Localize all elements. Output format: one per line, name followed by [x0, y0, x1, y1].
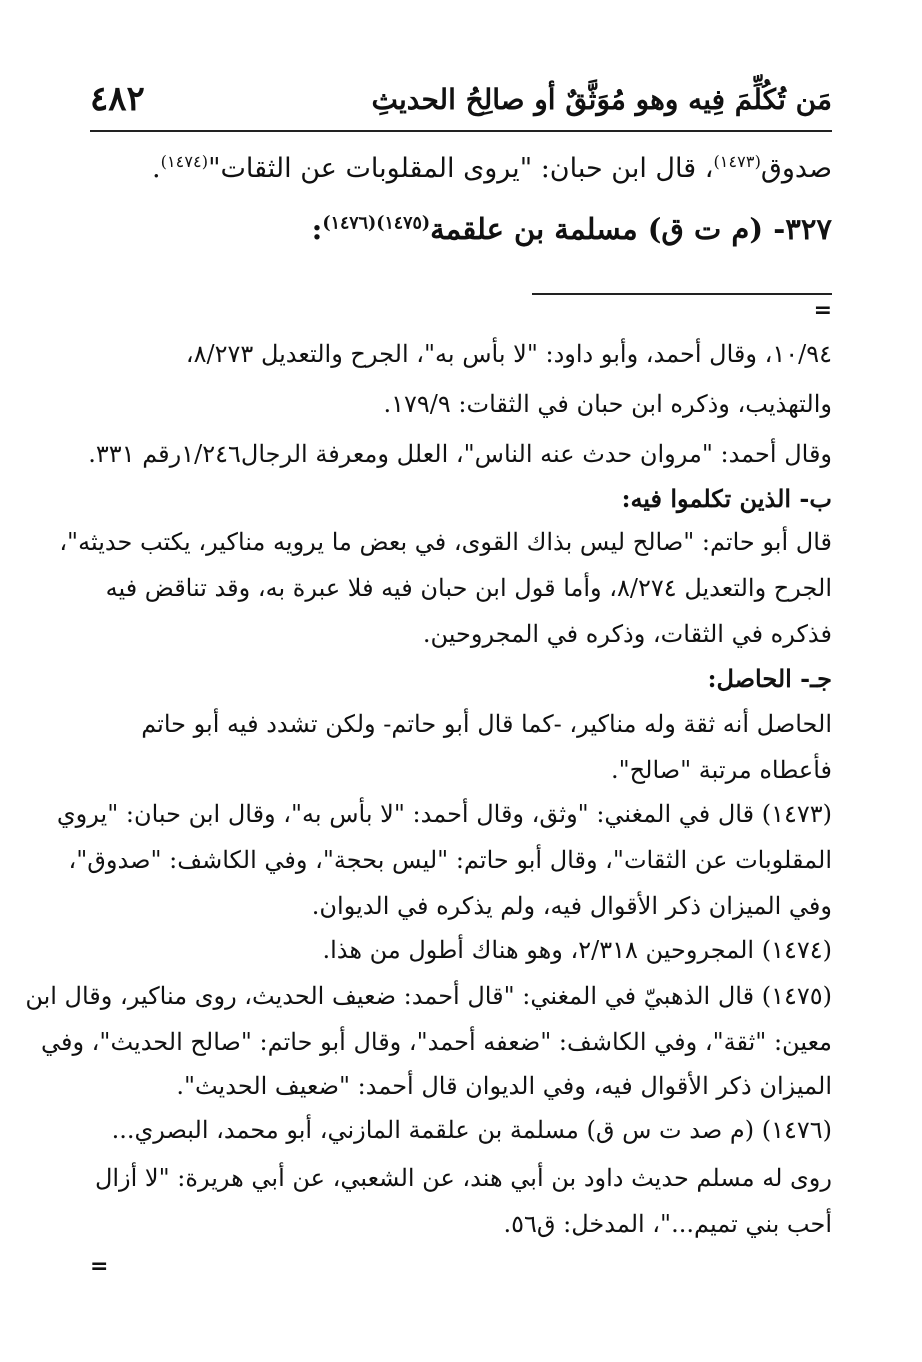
main-text: صدوق [760, 153, 832, 184]
footnote-ref: (١٤٧٤) [160, 152, 209, 171]
footnote-line: (١٤٧٣) قال في المغني: "وثق، وقال أحمد: "لا بأس به"، وقال ابن حبان: "يروي [56, 800, 832, 828]
footnote-line: الميزان ذكر الأقوال فيه، وفي الديوان قال أحمد: "ضعيف الحديث". [176, 1072, 832, 1100]
footnote-separator [532, 293, 832, 295]
footnote-subheading: جـ- الحاصل: [707, 664, 832, 693]
footnote-line: (١٤٧٦) (م صد ت س ق) مسلمة بن علقمة المازني، أبو محمد، البصري... [111, 1116, 832, 1144]
footnote-ref: (١٤٧٦) [322, 213, 377, 234]
entry-number: ٣٢٧- [773, 212, 832, 246]
footnote-line: الجرح والتعديل ٨/٢٧٤، وأما قول ابن حبان فيه فلا عبرة به، وقد تناقض فيه [105, 574, 832, 602]
footnote-line: وفي الميزان ذكر الأقوال فيه، ولم يذكره في الديوان. [311, 892, 832, 920]
footnote-line: (١٤٧٤) المجروحين ٢/٣١٨، وهو هناك أطول من هذا. [322, 936, 832, 964]
footnote-line: روى له مسلم حديث داود بن أبي هند، عن الشعبي، عن أبي هريرة: "لا أزال [94, 1164, 832, 1192]
main-text-line [90, 152, 832, 184]
footnote-line: فذكره في الثقات، وذكره في المجروحين. [422, 620, 832, 648]
footnote-line: (١٤٧٥) قال الذهبيّ في المغني: "قال أحمد: ضعيف الحديث، روى مناكير، وقال ابن [25, 982, 832, 1010]
running-title: مَن تُكُلِّمَ فِيه وهو مُوَثَّقٌ أو صالِحُ الحديثِ [371, 82, 832, 116]
footnote-line: فأعطاه مرتبة "صالح". [610, 756, 832, 784]
header-rule [90, 130, 832, 132]
entry-heading [90, 212, 832, 246]
footnote-line: قال أبو حاتم: "صالح ليس بذاك القوى، في بعض ما يرويه مناكير، يكتب حديثه"، [59, 528, 832, 556]
continuation-mark-top: = [813, 298, 832, 323]
footnote-ref: (١٤٧٥) [376, 213, 431, 234]
entry-colon: : [311, 212, 323, 246]
footnote-line: المقلوبات عن الثقات"، وقال أبو حاتم: "ليس بحجة"، وفي الكاشف: "صدوق"، [68, 846, 832, 874]
footnote-line: الحاصل أنه ثقة وله مناكير، -كما قال أبو حاتم- ولكن تشدد فيه أبو حاتم [141, 710, 832, 738]
footnote-line: والتهذيب، وذكره ابن حبان في الثقات: ١٧٩/٩. [383, 390, 832, 418]
page-number: ٤٨٢ [90, 79, 145, 119]
continuation-mark-bottom: = [90, 1254, 109, 1279]
main-text: . [152, 153, 161, 184]
page-header [90, 72, 832, 126]
main-text: ، قال ابن حبان: "يروى المقلوبات عن الثقات" [208, 153, 714, 184]
footnote-subheading: ب- الذين تكلموا فيه: [621, 484, 832, 513]
footnote-line: وقال أحمد: "مروان حدث عنه الناس"، العلل ومعرفة الرجال١/٢٤٦رقم ٣٣١. [88, 440, 832, 468]
footnote-line: معين: "ثقة"، وفي الكاشف: "ضعفه أحمد"، وقال أبو حاتم: "صالح الحديث"، وفي [40, 1028, 832, 1056]
footnote-ref: (١٤٧٣) [713, 152, 761, 171]
entry-name: (م ت ق) مسلمة بن علقمة [430, 212, 764, 246]
footnote-line: أحب بني تميم..."، المدخل: ق٥٦. [503, 1210, 832, 1238]
footnote-line: ١٠/٩٤، وقال أحمد، وأبو داود: "لا بأس به"، الجرح والتعديل ٨/٢٧٣، [185, 340, 832, 368]
